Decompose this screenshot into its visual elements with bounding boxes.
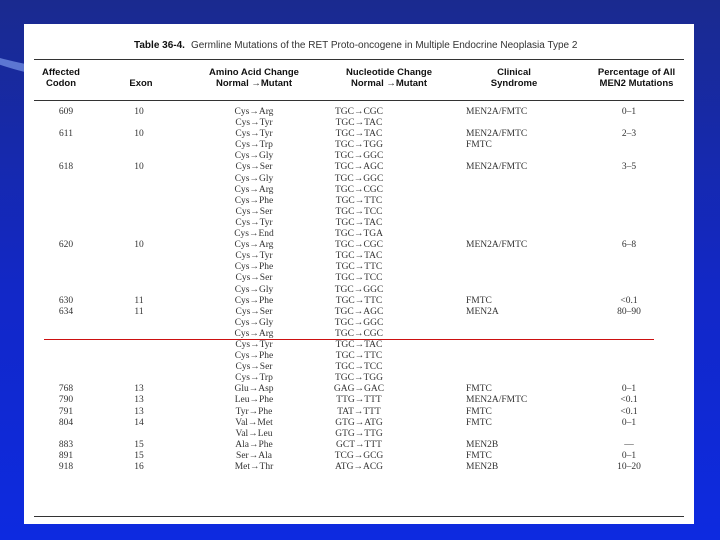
cell-nt: TGC→GGC (334, 173, 384, 184)
cell-codon: 891 (58, 450, 74, 461)
cell-pct: 6–8 (621, 240, 637, 251)
table-title (134, 40, 654, 51)
cell-codon: 768 (58, 384, 74, 395)
cell-aa: Cys→Arg (234, 107, 274, 117)
cell-nt: TGC→TTC (335, 351, 383, 362)
table-row (24, 118, 694, 129)
cell-aa: Ala→Phe (235, 439, 273, 450)
table-row (24, 185, 694, 196)
cell-nt: TGC→GGC (334, 151, 384, 162)
cell-nt: TTG→TTT (336, 395, 382, 406)
cell-nt: TGC→CGC (334, 240, 384, 251)
header-nt-line1: Nucleotide Change (345, 67, 433, 78)
header-aa-line1: Amino Acid Change (209, 67, 299, 78)
cell-aa: Cys→Tyr (235, 217, 273, 228)
cell-exon: 10 (134, 162, 144, 173)
table-top-rule (34, 59, 684, 60)
cell-syn: MEN2A/FMTC (466, 129, 528, 140)
cell-syn: MEN2A/FMTC (466, 240, 528, 251)
cell-pct: 10–20 (617, 462, 641, 472)
cell-aa: Cys→Ser (235, 206, 273, 217)
cell-nt: TGC→TCC (335, 206, 383, 217)
cell-aa: Cys→Gly (234, 173, 274, 184)
cell-codon: 634 (58, 306, 74, 317)
cell-aa: Leu→Phe (234, 395, 274, 406)
table-row (24, 107, 694, 118)
cell-nt: TGC→AGC (334, 306, 384, 317)
cell-pct: — (624, 439, 634, 450)
cell-aa: Glu→Asp (234, 384, 274, 395)
table-bottom-rule (34, 516, 684, 517)
cell-aa: Cys→Ser (235, 362, 273, 373)
table-row (24, 285, 694, 296)
header-pct-line1: Percentage of All (597, 67, 676, 78)
header-codon-line1: Affected (41, 67, 80, 78)
cell-syn: MEN2A/FMTC (466, 107, 528, 117)
cell-nt: TGC→TAC (335, 217, 383, 228)
cell-exon: 11 (134, 295, 144, 306)
table-row (24, 129, 694, 140)
cell-syn: FMTC (466, 406, 492, 417)
table-row (24, 407, 694, 418)
cell-aa: Cys→Tyr (235, 129, 273, 140)
cell-aa: Cys→Ser (235, 306, 273, 317)
header-amino-acid (194, 67, 314, 89)
slide-panel (24, 24, 694, 524)
table-row (24, 151, 694, 162)
table-row (24, 351, 694, 362)
cell-syn: MEN2A (466, 306, 499, 317)
table-row (24, 307, 694, 318)
table-row (24, 196, 694, 207)
cell-exon: 13 (134, 406, 144, 417)
cell-exon: 11 (134, 306, 144, 317)
table-row (24, 207, 694, 218)
table-row (24, 429, 694, 440)
table-row (24, 462, 694, 473)
cell-exon: 15 (134, 439, 144, 450)
cell-aa: Ser→Ala (236, 450, 272, 461)
cell-aa: Cys→Ser (235, 162, 273, 173)
cell-syn: FMTC (466, 140, 492, 151)
cell-codon: 804 (58, 417, 74, 428)
cell-syn: FMTC (466, 417, 492, 428)
cell-pct: 3–5 (621, 162, 637, 173)
cell-aa: Cys→Ser (235, 273, 273, 284)
cell-nt: TGC→AGC (334, 162, 384, 173)
cell-pct: 2–3 (621, 129, 637, 140)
table-row (24, 384, 694, 395)
cell-aa: Cys→Tyr (235, 339, 273, 350)
cell-nt: GAG→GAC (333, 384, 385, 395)
cell-syn: MEN2B (466, 462, 499, 472)
table-row (24, 340, 694, 351)
cell-exon: 15 (134, 450, 144, 461)
header-aa-line2: Normal →Mutant (216, 78, 292, 89)
cell-aa: Cys→Phe (234, 262, 274, 273)
cell-codon: 791 (58, 406, 74, 417)
cell-aa: Cys→Arg (234, 240, 274, 251)
table-row (24, 273, 694, 284)
cell-codon: 620 (58, 240, 74, 251)
cell-syn: FMTC (466, 295, 492, 306)
cell-codon: 918 (58, 462, 74, 472)
header-exon-line2: Exon (129, 78, 153, 89)
cell-aa: Met→Thr (234, 462, 274, 472)
table-row (24, 229, 694, 240)
cell-exon: 10 (134, 129, 144, 140)
table-row (24, 440, 694, 451)
cell-nt: ATG→ACG (334, 462, 384, 472)
cell-nt: TGC→CGC (334, 184, 384, 195)
cell-nt: TGC→TTC (335, 262, 383, 273)
header-syn-line2: Syndrome (490, 78, 538, 89)
cell-aa: Cys→Arg (234, 328, 274, 339)
cell-aa: Cys→End (234, 229, 274, 240)
table-row (24, 418, 694, 429)
cell-aa: Cys→Tyr (235, 118, 273, 129)
cell-nt: TGC→TCC (335, 362, 383, 373)
cell-nt: TGC→TCC (335, 273, 383, 284)
cell-pct: <0.1 (620, 395, 638, 406)
header-exon (116, 67, 166, 89)
cell-codon: 630 (58, 295, 74, 306)
cell-nt: TGC→CGC (334, 328, 384, 339)
cell-nt: TGC→TAC (335, 251, 383, 262)
cell-syn: FMTC (466, 450, 492, 461)
table-row (24, 162, 694, 173)
cell-aa: Cys→Trp (235, 373, 273, 384)
cell-aa: Val→Met (235, 417, 273, 428)
cell-exon: 14 (134, 417, 144, 428)
table-row (24, 240, 694, 251)
cell-syn: MEN2B (466, 439, 499, 450)
table-row (24, 296, 694, 307)
cell-pct: <0.1 (620, 295, 638, 306)
cell-nt: TGC→TAC (335, 118, 383, 129)
cell-aa: Cys→Gly (234, 284, 274, 295)
table-row (24, 262, 694, 273)
cell-nt: GTG→ATG (335, 417, 383, 428)
table-row (24, 174, 694, 185)
cell-exon: 10 (134, 240, 144, 251)
cell-exon: 16 (134, 462, 144, 472)
cell-nt: TGC→TGG (334, 373, 384, 384)
header-codon-line2: Codon (45, 78, 77, 89)
header-percentage (584, 67, 689, 89)
header-nucleotide (329, 67, 449, 89)
table-row (24, 318, 694, 329)
table-row (24, 251, 694, 262)
cell-aa: Cys→Phe (234, 295, 274, 306)
highlight-underline (44, 339, 654, 340)
cell-aa: Cys→Phe (234, 195, 274, 206)
cell-nt: TAT→TTT (337, 406, 381, 417)
header-syn-line1: Clinical (497, 67, 531, 78)
cell-codon: 618 (58, 162, 74, 173)
header-nt-line2: Normal →Mutant (351, 78, 427, 89)
cell-pct: 0–1 (621, 450, 637, 461)
cell-nt: TGC→TGA (334, 229, 384, 240)
header-pct-line2: MEN2 Mutations (599, 78, 674, 89)
cell-nt: GCT→TTT (336, 439, 382, 450)
cell-aa: Cys→Phe (234, 351, 274, 362)
cell-aa: Cys→Tyr (235, 251, 273, 262)
cell-pct: 0–1 (621, 417, 637, 428)
table-row (24, 373, 694, 384)
table-row (24, 362, 694, 373)
cell-exon: 13 (134, 384, 144, 395)
table-label: Table 36-4. (134, 40, 185, 51)
header-codon (36, 67, 86, 89)
cell-pct: 0–1 (621, 384, 637, 395)
cell-pct: 0–1 (621, 107, 637, 117)
cell-nt: GTG→TTG (335, 428, 383, 439)
cell-aa: Cys→Gly (234, 151, 274, 162)
cell-exon: 13 (134, 395, 144, 406)
cell-nt: TGC→TGG (334, 140, 384, 151)
cell-nt: TGC→GGC (334, 317, 384, 328)
cell-pct: <0.1 (620, 406, 638, 417)
cell-codon: 611 (59, 129, 73, 140)
table-title-text: Germline Mutations of the RET Proto-oncogene in Multiple Endocrine Neoplasia Type 2 (190, 40, 578, 51)
cell-nt: TCG→GCG (334, 450, 384, 461)
table-row (24, 140, 694, 151)
cell-aa: Tyr→Phe (235, 406, 273, 417)
cell-nt: TGC→TTC (335, 195, 383, 206)
cell-nt: TGC→CGC (334, 107, 384, 117)
cell-syn: MEN2A/FMTC (466, 395, 528, 406)
header-exon-line1 (116, 67, 166, 78)
cell-syn: MEN2A/FMTC (466, 162, 528, 173)
cell-nt: TGC→TAC (335, 339, 383, 350)
cell-codon: 609 (58, 107, 74, 117)
cell-codon: 790 (58, 395, 74, 406)
cell-aa: Cys→Trp (235, 140, 273, 151)
header-syndrome (474, 67, 554, 89)
cell-exon: 10 (134, 107, 144, 117)
table-body (24, 107, 694, 473)
table-row (24, 395, 694, 406)
cell-codon: 883 (58, 439, 74, 450)
cell-nt: TGC→TAC (335, 129, 383, 140)
table-row (24, 451, 694, 462)
cell-syn: FMTC (466, 384, 492, 395)
table-row (24, 218, 694, 229)
cell-aa: Cys→Arg (234, 184, 274, 195)
header-bottom-rule (34, 100, 684, 101)
cell-nt: TGC→TTC (335, 295, 383, 306)
cell-pct: 80–90 (617, 306, 641, 317)
cell-nt: TGC→GGC (334, 284, 384, 295)
cell-aa: Cys→Gly (234, 317, 274, 328)
cell-aa: Val→Leu (235, 428, 273, 439)
